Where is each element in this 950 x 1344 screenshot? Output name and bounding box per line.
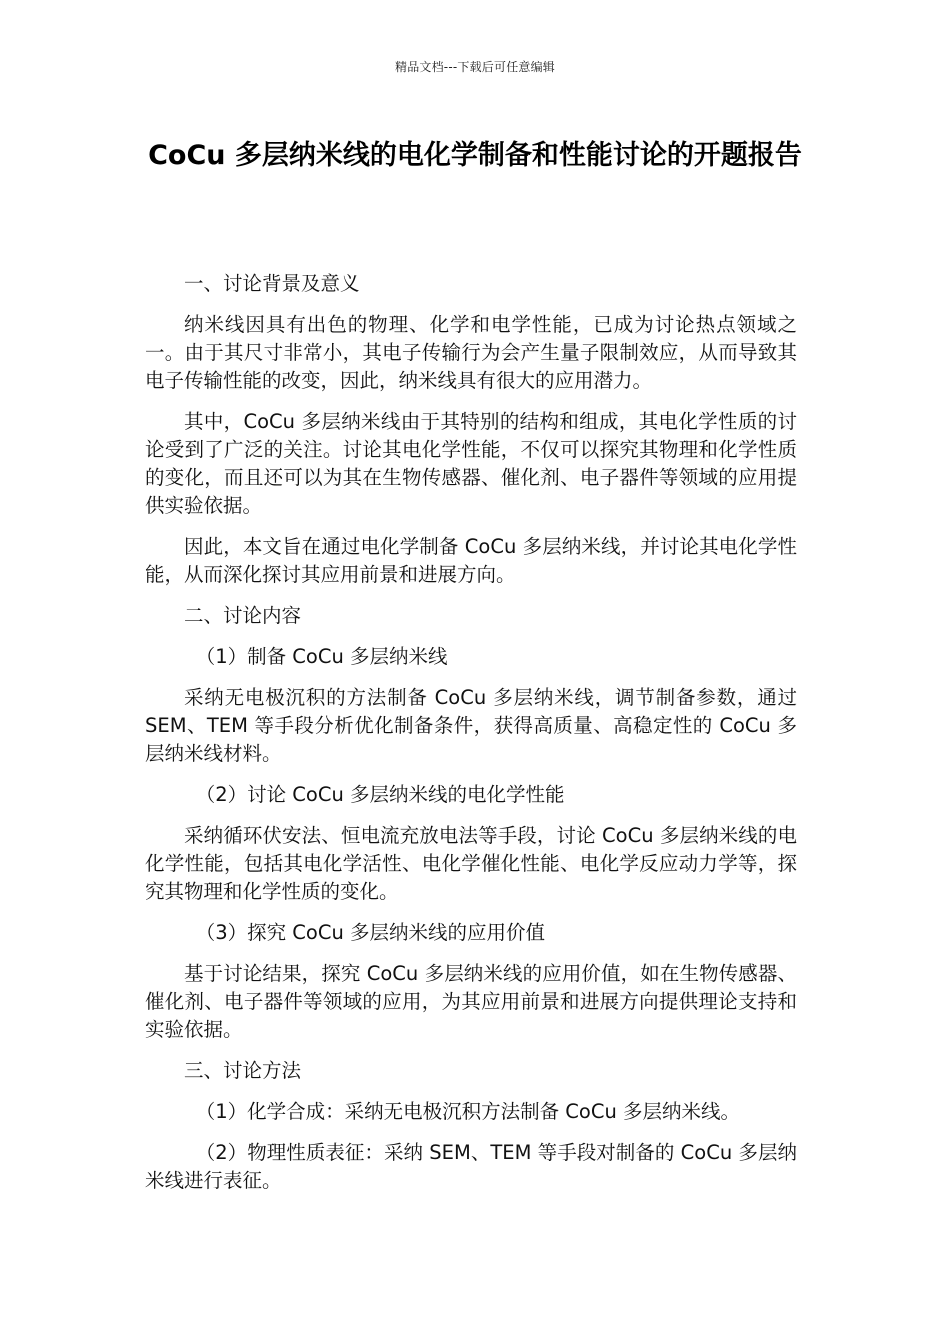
section-heading-methods: 三、讨论方法: [184, 1059, 302, 1082]
paragraph-background-2: 其中，CoCu 多层纳米线由于其特别的结构和组成，其电化学性质的讨论受到了广泛的关注。讨论其电化学性能，不仅可以探究其物理和化学性质的变化，而且还可以为其在生物传感器、催化剂、电子器件等领域的应用提供实验依据。: [145, 410, 797, 517]
method-item-1: （1）化学合成：采纳无电极沉积方法制备 CoCu 多层纳米线。: [195, 1100, 741, 1123]
content-item-1-title: （1）制备 CoCu 多层纳米线: [195, 645, 448, 668]
paragraph-background-1: 纳米线因具有出色的物理、化学和电学性能，已成为讨论热点领域之一。由于其尺寸非常小，其电子传输行为会产生量子限制效应，从而导致其电子传输性能的改变，因此，纳米线具有很大的应用潜力。: [145, 313, 797, 392]
content-item-2-title: （2）讨论 CoCu 多层纳米线的电化学性能: [195, 783, 565, 806]
content-item-2-text: 采纳循环伏安法、恒电流充放电法等手段，讨论 CoCu 多层纳米线的电化学性能，包括其电化学活性、电化学催化性能、电化学反应动力学等，探究其物理和化学性质的变化。: [145, 824, 797, 903]
content-item-3-title: （3）探究 CoCu 多层纳米线的应用价值: [195, 921, 546, 944]
section-heading-content: 二、讨论内容: [184, 604, 302, 627]
method-item-2: （2）物理性质表征：采纳 SEM、TEM 等手段对制备的 CoCu 多层纳米线进行表征。: [145, 1141, 797, 1192]
content-item-3-text: 基于讨论结果，探究 CoCu 多层纳米线的应用价值，如在生物传感器、催化剂、电子器件等领域的应用，为其应用前景和进展方向提供理论支持和实验依据。: [145, 962, 797, 1041]
section-heading-background: 一、讨论背景及意义: [184, 272, 360, 295]
document-body: [145, 270, 797, 1208]
paragraph-background-3: 因此，本文旨在通过电化学制备 CoCu 多层纳米线，并讨论其电化学性能，从而深化探讨其应用前景和进展方向。: [145, 535, 797, 586]
content-item-1-text: 采纳无电极沉积的方法制备 CoCu 多层纳米线，调节制备参数，通过 SEM、TEM 等手段分析优化制备条件，获得高质量、高稳定性的 CoCu 多层纳米线材料。: [145, 686, 797, 765]
header-note: 精品文档---下载后可任意编辑: [395, 60, 555, 74]
document-title: CoCu 多层纳米线的电化学制备和性能讨论的开题报告: [148, 140, 802, 171]
